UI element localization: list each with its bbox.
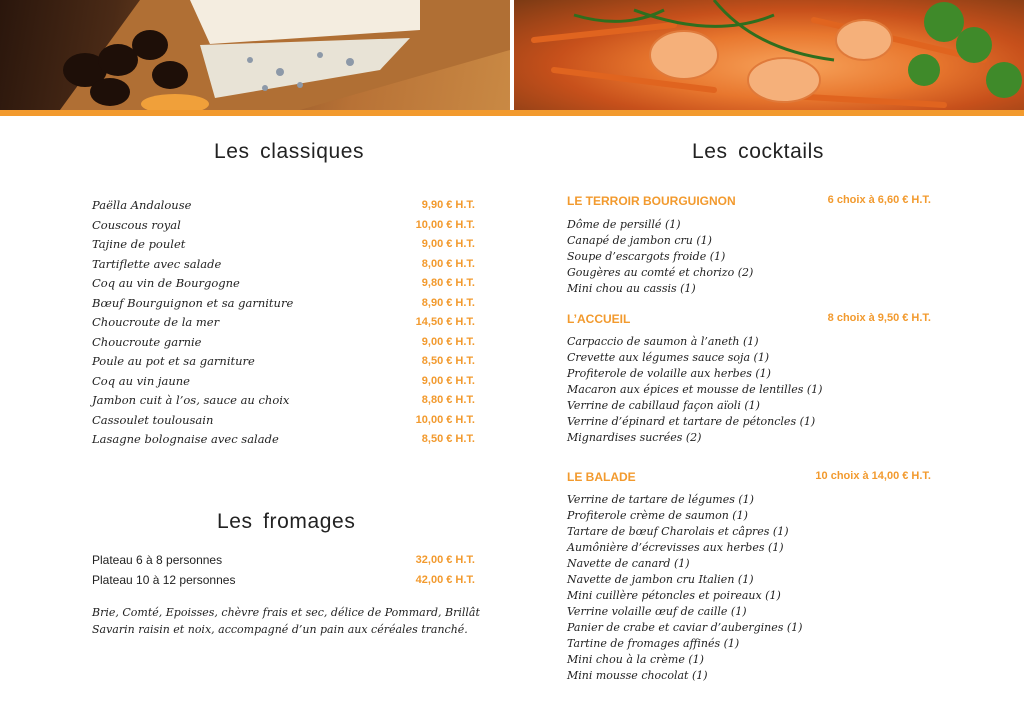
dish-price: 8,90 € H.T. <box>421 296 475 309</box>
fromages-list <box>92 551 475 590</box>
list-item: Aumônière d’écrevisses aux herbes (1) <box>567 541 784 554</box>
cocktail-section-name: L’ACCUEIL <box>567 312 631 326</box>
cocktail-section-price: 6 choix à 6,60 € H.T. <box>827 194 931 206</box>
dish-price: 8,00 € H.T. <box>421 257 475 270</box>
list-item: Panier de crabe et caviar d’aubergines (1) <box>567 621 803 634</box>
dish-price: 14,50 € H.T. <box>415 316 475 328</box>
orange-divider <box>0 110 1024 116</box>
plateau-price: 32,00 € H.T. <box>415 554 475 566</box>
list-item: Crevette aux légumes sauce soja (1) <box>567 351 770 364</box>
menu-item <box>92 571 475 591</box>
dish-price: 9,00 € H.T. <box>421 238 475 250</box>
cocktail-section-price: 8 choix à 9,50 € H.T. <box>827 312 931 324</box>
list-item: Profiterole crème de saumon (1) <box>567 509 748 522</box>
dish-price: 8,80 € H.T. <box>421 394 475 406</box>
dish-price: 10,00 € H.T. <box>415 413 475 426</box>
menu-item <box>92 551 475 571</box>
menu-item <box>92 294 475 314</box>
dish-name: Tajine de poulet <box>92 237 186 251</box>
dish-name: Choucroute garnie <box>92 334 202 349</box>
list-item: Macaron aux épices et mousse de lentilles (1) <box>567 383 823 396</box>
dish-name: Choucroute de la mer <box>92 315 220 329</box>
plateau-name: Plateau 6 à 8 personnes <box>92 553 223 567</box>
menu-item <box>92 391 475 411</box>
list-item: Gougères au comté et chorizo (2) <box>567 266 754 279</box>
list-item: Canapé de jambon cru (1) <box>567 234 712 247</box>
dish-price: 8,50 € H.T. <box>421 433 475 445</box>
dish-price: 8,50 € H.T. <box>421 355 475 367</box>
list-item: Verrine de cabillaud façon aïoli (1) <box>567 399 760 412</box>
dish-name: Lasagne bolognaise avec salade <box>92 432 279 446</box>
classiques-list <box>92 196 475 450</box>
list-item: Verrine volaille œuf de caille (1) <box>567 605 747 618</box>
list-item: Mignardises sucrées (2) <box>567 431 702 444</box>
dish-price: 9,00 € H.T. <box>421 374 475 387</box>
dish-price: 9,90 € H.T. <box>421 199 475 211</box>
list-item: Mini chou à la crème (1) <box>567 653 704 666</box>
list-item: Dôme de persillé (1) <box>567 218 681 231</box>
menu-item <box>92 430 475 450</box>
list-item: Verrine de tartare de légumes (1) <box>567 493 754 506</box>
dish-price: 9,00 € H.T. <box>421 335 475 348</box>
menu-item <box>92 372 475 392</box>
dish-name: Couscous royal <box>92 217 181 232</box>
menu-item <box>92 411 475 431</box>
dish-name: Tartiflette avec salade <box>92 256 222 271</box>
shrimp-salad-photo <box>514 0 1024 110</box>
menu-item <box>92 274 475 294</box>
cocktails-heading: Les cocktails <box>692 140 825 163</box>
cocktail-section-header <box>567 312 931 328</box>
fromages-heading: Les fromages <box>217 510 356 533</box>
plateau-name: Plateau 10 à 12 personnes <box>92 572 236 587</box>
menu-item <box>92 255 475 275</box>
list-item: Navette de canard (1) <box>567 557 690 570</box>
plateau-price: 42,00 € H.T. <box>415 573 475 586</box>
dish-name: Coq au vin de Bourgogne <box>92 276 240 290</box>
list-item: Mini chou au cassis (1) <box>567 282 696 295</box>
dish-name: Poule au pot et sa garniture <box>92 354 255 368</box>
list-item: Tartare de bœuf Charolais et câpres (1) <box>567 525 789 538</box>
list-item: Soupe d’escargots froide (1) <box>567 250 726 263</box>
dish-name: Jambon cuit à l’os, sauce au choix <box>92 393 290 407</box>
cocktail-section-name: LE TERROIR BOURGUIGNON <box>567 194 736 208</box>
cocktail-item-list <box>567 334 822 446</box>
fromages-description: Brie, Comté, Epoisses, chèvre frais et sec, délice de Pommard, Brillât Savarin raisin et noix, accompagné d’un pain aux céréales tranché. <box>92 606 480 636</box>
menu-item <box>92 196 475 216</box>
cheese-board-illustration <box>0 0 510 110</box>
list-item: Verrine d’épinard et tartare de pétoncles (1) <box>567 415 816 428</box>
menu-item <box>92 352 475 372</box>
cheese-board-photo <box>0 0 510 110</box>
cocktail-section-header <box>567 470 931 486</box>
dish-name: Paëlla Andalouse <box>92 198 192 212</box>
cocktail-item-list <box>567 217 753 297</box>
cocktail-section-price: 10 choix à 14,00 € H.T. <box>815 470 931 482</box>
list-item: Mini mousse chocolat (1) <box>567 669 708 682</box>
cocktail-section-name: LE BALADE <box>567 470 636 484</box>
shrimp-salad-illustration <box>514 0 1024 110</box>
dish-price: 10,00 € H.T. <box>415 218 475 231</box>
banner <box>0 0 1024 110</box>
list-item: Tartine de fromages affinés (1) <box>567 637 740 650</box>
dish-name: Cassoulet toulousain <box>92 412 214 427</box>
menu-item <box>92 313 475 333</box>
list-item: Carpaccio de saumon à l’aneth (1) <box>567 335 759 348</box>
classiques-heading: Les classiques <box>214 140 365 163</box>
list-item: Navette de jambon cru Italien (1) <box>567 573 754 586</box>
cocktail-section-header <box>567 194 931 210</box>
cocktail-item-list <box>567 492 802 684</box>
dish-name: Coq au vin jaune <box>92 373 190 388</box>
menu-item <box>92 235 475 255</box>
dish-name: Bœuf Bourguignon et sa garniture <box>92 295 294 310</box>
list-item: Mini cuillère pétoncles et poireaux (1) <box>567 589 781 602</box>
list-item: Profiterole de volaille aux herbes (1) <box>567 367 771 380</box>
menu-item <box>92 333 475 353</box>
dish-price: 9,80 € H.T. <box>421 277 475 289</box>
menu-item <box>92 216 475 236</box>
